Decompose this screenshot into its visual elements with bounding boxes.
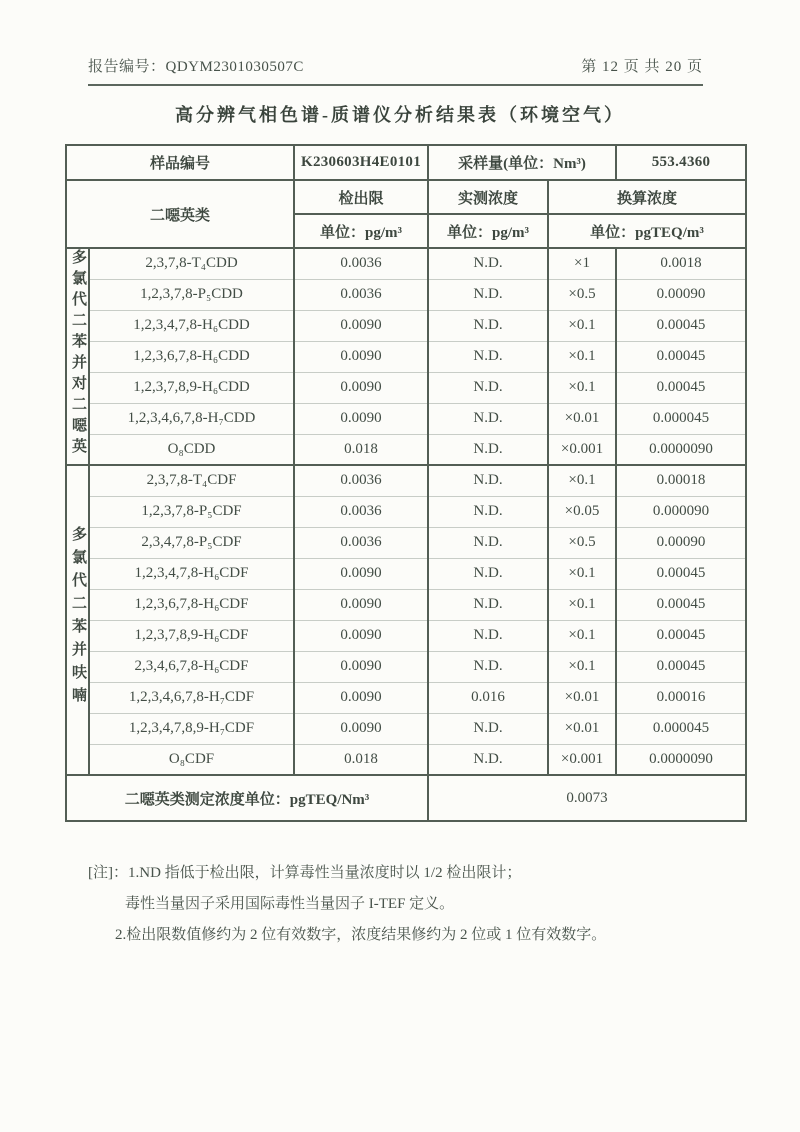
tef-factor-cell: ×0.1: [548, 465, 616, 496]
measured-value-cell: N.D.: [428, 620, 548, 651]
notes-block: [88, 858, 728, 951]
compound-name-cell: 1,2,3,4,7,8-H₆CDF: [89, 558, 294, 589]
converted-value-cell: 0.00045: [616, 651, 746, 682]
sample-volume-value-cell: 553.4360: [616, 145, 746, 180]
table-row: [66, 465, 746, 496]
group-label-pcdf-cell: [66, 465, 89, 775]
group-label-pcdf: 多氯代二苯并呋喃: [70, 525, 86, 710]
converted-value-cell: 0.000090: [616, 496, 746, 527]
results-table: [65, 144, 747, 822]
compound-name-cell: 1,2,3,4,6,7,8-H₇CDD: [89, 403, 294, 434]
converted-value-cell: 0.0000090: [616, 744, 746, 775]
tef-factor-cell: ×0.05: [548, 496, 616, 527]
table-row: [66, 310, 746, 341]
tef-factor-cell: ×0.5: [548, 527, 616, 558]
table-row: [66, 279, 746, 310]
tef-factor-cell: ×0.1: [548, 310, 616, 341]
sample-volume-label-cell: 采样量(单位：Nm³): [428, 145, 616, 180]
tef-factor-cell: ×0.1: [548, 620, 616, 651]
group-label-pcdd: 多氯代二苯并对二噁英: [70, 249, 86, 459]
compound-name-cell: 1,2,3,6,7,8-H₆CDF: [89, 589, 294, 620]
converted-header-cell: 换算浓度: [548, 180, 746, 214]
tef-factor-cell: ×0.1: [548, 558, 616, 589]
measured-value-cell: N.D.: [428, 465, 548, 496]
detection-limit-cell: 0.0090: [294, 651, 428, 682]
measured-unit-cell: 单位：pg/m³: [428, 214, 548, 248]
note-line: [115, 920, 728, 951]
compound-name-cell: 1,2,3,7,8,9-H₆CDF: [89, 620, 294, 651]
sample-id-label-cell: 样品编号: [66, 145, 294, 180]
measured-value-cell: 0.016: [428, 682, 548, 713]
measured-value-cell: N.D.: [428, 713, 548, 744]
detection-limit-cell: 0.0090: [294, 682, 428, 713]
note-text-3: 2.检出限数值修约为 2 位有效数字，浓度结果修约为 2 位或 1 位有效数字。: [115, 927, 607, 943]
compound-name-cell: 2,3,7,8-T₄CDF: [89, 465, 294, 496]
note-line: [88, 858, 728, 889]
converted-value-cell: 0.000045: [616, 403, 746, 434]
table-row: [66, 180, 746, 214]
detection-limit-cell: 0.018: [294, 744, 428, 775]
compound-name-cell: O₈CDF: [89, 744, 294, 775]
compound-name-cell: 2,3,7,8-T₄CDD: [89, 248, 294, 279]
measured-value-cell: N.D.: [428, 558, 548, 589]
table-row: [66, 651, 746, 682]
compound-name-cell: O₈CDD: [89, 434, 294, 465]
tef-factor-cell: ×0.5: [548, 279, 616, 310]
detection-limit-cell: 0.0090: [294, 310, 428, 341]
table-row: [66, 713, 746, 744]
table-row: [66, 372, 746, 403]
compound-name-cell: 1,2,3,7,8,9-H₆CDD: [89, 372, 294, 403]
note-text-1: 1.ND 指低于检出限，计算毒性当量浓度时以 1/2 检出限计；: [128, 865, 522, 881]
tef-factor-cell: ×1: [548, 248, 616, 279]
compound-name-cell: 2,3,4,6,7,8-H₆CDF: [89, 651, 294, 682]
converted-value-cell: 0.00090: [616, 527, 746, 558]
table-row: [66, 620, 746, 651]
page-indicator: 第 12 页 共 20 页: [581, 59, 703, 75]
measured-value-cell: N.D.: [428, 651, 548, 682]
detection-limit-cell: 0.018: [294, 434, 428, 465]
detection-limit-header-cell: 检出限: [294, 180, 428, 214]
measured-value-cell: N.D.: [428, 496, 548, 527]
tef-factor-cell: ×0.001: [548, 434, 616, 465]
analyte-class-cell: 二噁英类: [66, 180, 294, 248]
note-text-2: 毒性当量因子采用国际毒性当量因子 I-TEF 定义。: [125, 896, 455, 912]
report-number: 报告编号：QDYM2301030507C: [88, 59, 304, 75]
detection-limit-cell: 0.0036: [294, 496, 428, 527]
tef-factor-cell: ×0.01: [548, 713, 616, 744]
detection-limit-cell: 0.0090: [294, 713, 428, 744]
detection-limit-cell: 0.0090: [294, 341, 428, 372]
table-row: [66, 341, 746, 372]
measured-value-cell: N.D.: [428, 403, 548, 434]
tef-factor-cell: ×0.1: [548, 341, 616, 372]
measured-value-cell: N.D.: [428, 341, 548, 372]
compound-name-cell: 1,2,3,6,7,8-H₆CDD: [89, 341, 294, 372]
teq-total-label-cell: 二噁英类测定浓度单位：pgTEQ/Nm³: [66, 775, 428, 821]
table-row: [66, 682, 746, 713]
tef-factor-cell: ×0.001: [548, 744, 616, 775]
converted-value-cell: 0.00045: [616, 620, 746, 651]
converted-value-cell: 0.00045: [616, 589, 746, 620]
table-row: [66, 589, 746, 620]
converted-value-cell: 0.0018: [616, 248, 746, 279]
page-header: [88, 55, 703, 86]
measured-value-cell: N.D.: [428, 434, 548, 465]
detection-limit-cell: 0.0090: [294, 620, 428, 651]
tef-factor-cell: ×0.01: [548, 403, 616, 434]
group-label-pcdd-cell: [66, 248, 89, 465]
compound-name-cell: 1,2,3,4,7,8,9-H₇CDF: [89, 713, 294, 744]
table-row: [66, 145, 746, 180]
detection-limit-unit-cell: 单位：pg/m³: [294, 214, 428, 248]
measured-value-cell: N.D.: [428, 279, 548, 310]
teq-total-value-cell: 0.0073: [428, 775, 746, 821]
table-row: [66, 248, 746, 279]
note-line: [125, 889, 728, 920]
measured-value-cell: N.D.: [428, 589, 548, 620]
compound-name-cell: 2,3,4,7,8-P₅CDF: [89, 527, 294, 558]
tef-factor-cell: ×0.1: [548, 372, 616, 403]
detection-limit-cell: 0.0090: [294, 403, 428, 434]
converted-value-cell: 0.00090: [616, 279, 746, 310]
table-row: [66, 434, 746, 465]
converted-value-cell: 0.00045: [616, 558, 746, 589]
compound-name-cell: 1,2,3,4,6,7,8-H₇CDF: [89, 682, 294, 713]
detection-limit-cell: 0.0090: [294, 589, 428, 620]
table-row: [66, 496, 746, 527]
converted-unit-cell: 单位：pgTEQ/m³: [548, 214, 746, 248]
measured-value-cell: N.D.: [428, 527, 548, 558]
measured-value-cell: N.D.: [428, 372, 548, 403]
converted-value-cell: 0.00045: [616, 372, 746, 403]
converted-value-cell: 0.00018: [616, 465, 746, 496]
tef-factor-cell: ×0.1: [548, 589, 616, 620]
converted-value-cell: 0.00045: [616, 310, 746, 341]
tef-factor-cell: ×0.1: [548, 651, 616, 682]
page-title: 高分辨气相色谱-质谱仪分析结果表（环境空气）: [175, 105, 625, 125]
note-prefix: [注]：: [88, 865, 128, 881]
detection-limit-cell: 0.0036: [294, 279, 428, 310]
sample-id-value-cell: K230603H4E0101: [294, 145, 428, 180]
converted-value-cell: 0.000045: [616, 713, 746, 744]
compound-name-cell: 1,2,3,7,8-P₅CDD: [89, 279, 294, 310]
table-row: [66, 558, 746, 589]
detection-limit-cell: 0.0036: [294, 465, 428, 496]
compound-name-cell: 1,2,3,7,8-P₅CDF: [89, 496, 294, 527]
table-row: [66, 775, 746, 821]
table-row: [66, 744, 746, 775]
measured-value-cell: N.D.: [428, 248, 548, 279]
table-row: [66, 527, 746, 558]
converted-value-cell: 0.0000090: [616, 434, 746, 465]
measured-value-cell: N.D.: [428, 744, 548, 775]
detection-limit-cell: 0.0036: [294, 527, 428, 558]
measured-value-cell: N.D.: [428, 310, 548, 341]
converted-value-cell: 0.00016: [616, 682, 746, 713]
detection-limit-cell: 0.0090: [294, 372, 428, 403]
measured-header-cell: 实测浓度: [428, 180, 548, 214]
converted-value-cell: 0.00045: [616, 341, 746, 372]
compound-name-cell: 1,2,3,4,7,8-H₆CDD: [89, 310, 294, 341]
detection-limit-cell: 0.0036: [294, 248, 428, 279]
detection-limit-cell: 0.0090: [294, 558, 428, 589]
table-row: [66, 403, 746, 434]
tef-factor-cell: ×0.01: [548, 682, 616, 713]
